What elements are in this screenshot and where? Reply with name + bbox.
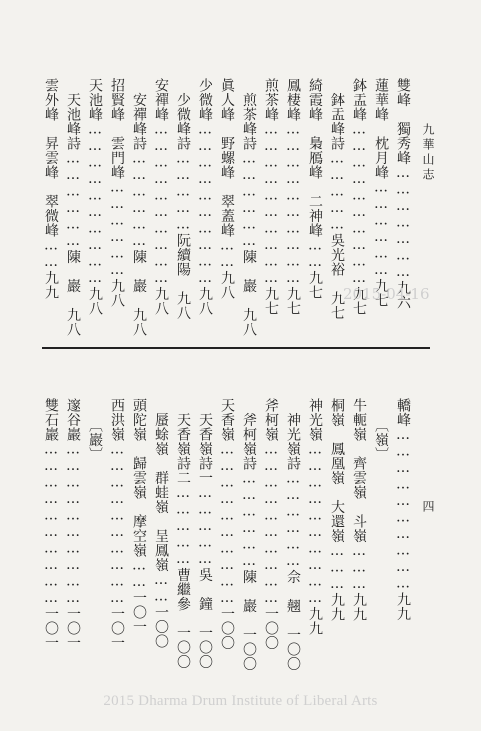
toc-entry: 天香嶺詩二……………曹繼參 一〇〇: [175, 398, 191, 669]
toc-entry: 雙石巖…………………………一〇一: [43, 398, 59, 650]
toc-entry: 蜃蜍嶺 群蛙嶺 呈鳳嶺……一〇〇: [153, 398, 169, 649]
toc-entry: 邃谷巖…………………………一〇一: [65, 398, 81, 650]
running-header-title: 九華山志: [421, 123, 435, 183]
toc-entry: 斧柯嶺詩………………陳 巖 一〇〇: [241, 398, 257, 671]
toc-entry: 雙峰 獨秀峰…………………九六: [395, 78, 411, 310]
toc-entry: 轎峰…………………………九九: [395, 398, 411, 621]
toc-entry: 天香嶺…………………………一〇〇: [219, 398, 235, 650]
toc-entry: 天池峰詩………………陳 巖 九八: [65, 78, 81, 337]
toc-entry: 安禪峰…………………………九八: [153, 78, 169, 316]
toc-section-label: 〔巖〕: [87, 418, 103, 462]
toc-entry: 綺霞峰 梟鴈峰 二神峰……九七: [307, 78, 323, 300]
toc-entry: 天香嶺詩一……………吳 鐘 一〇〇: [197, 398, 213, 669]
toc-entry: 鳳棲峰…………………………九七: [285, 78, 301, 316]
toc-entry: 安禪峰詩………………陳 巖 九八: [131, 78, 147, 337]
toc-entry: 少微峰詩……………阮續陽 九八: [175, 78, 191, 320]
toc-entry: 神光嶺詩………………佘 翹 一〇〇: [285, 398, 301, 671]
toc-entry: 鉢盂峰…………………………九七: [351, 78, 367, 316]
watermark-footer: 2015 Dharma Drum Institute of Liberal Arts: [103, 693, 378, 709]
toc-entry: 西洪嶺…………………………一〇一: [109, 398, 125, 650]
toc-entry: 招賢峰 雲門峰………………九八: [109, 78, 125, 308]
section-divider: [42, 347, 430, 349]
toc-entry: 神光嶺…………………………九九: [307, 398, 323, 636]
toc-entry: 少微峰…………………………九八: [197, 78, 213, 316]
date-stamp: 2015-04-16: [343, 285, 430, 303]
running-header-page-number: 四: [421, 500, 435, 512]
toc-entry: 牛軛嶺 齊雲嶺 斗嶺………九九: [351, 398, 367, 622]
toc-entry: 蓮華峰 枕月峰………………九七: [373, 78, 389, 308]
toc-entry: 煎茶峰詩………………陳 巖 九八: [241, 78, 257, 337]
toc-entry: 斧柯嶺…………………………一〇〇: [263, 398, 279, 650]
toc-entry: 天池峰…………………………九八: [87, 78, 103, 316]
toc-entry: 鉢盂峰詩……………吳光裕 九七: [329, 78, 345, 320]
toc-entry: 頭陀嶺 歸雲嶺 摩空嶺……一〇一: [131, 398, 147, 634]
toc-entry: 煎茶峰…………………………九七: [263, 78, 279, 316]
toc-entry: 眞人峰 野螺峰 翠蓋峰……九八: [219, 78, 235, 300]
toc-entry: 雲外峰 昇雲峰 翠微峰……九九: [43, 78, 59, 300]
toc-section-label: 〔嶺〕: [373, 418, 389, 462]
toc-entry: 桐嶺 鳳凰嶺 大還嶺………九九: [329, 398, 345, 622]
